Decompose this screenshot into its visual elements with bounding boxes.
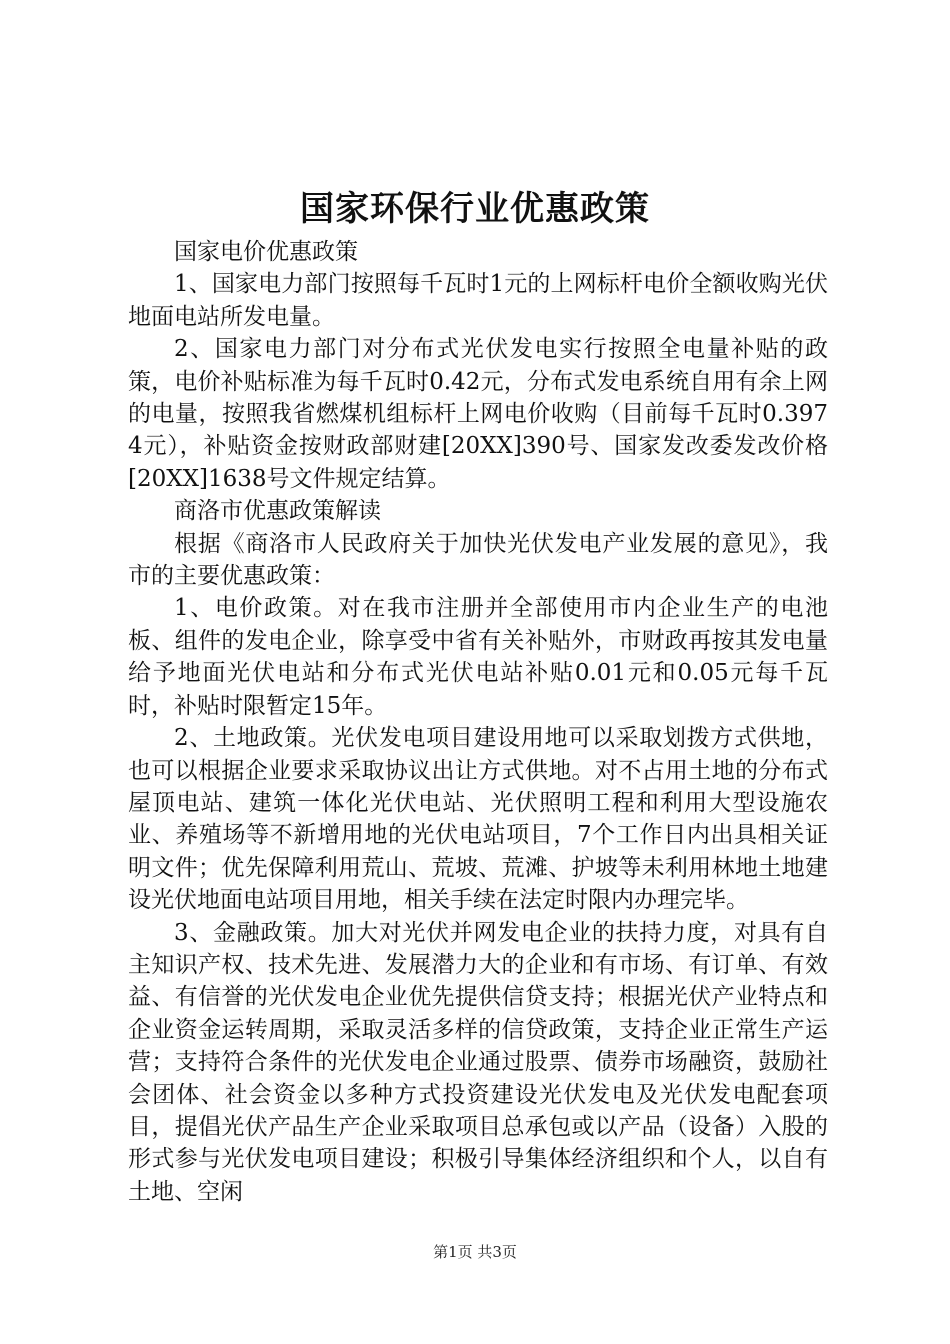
paragraph-national-1: 1、国家电力部门按照每千瓦时1元的上网标杆电价全额收购光伏地面电站所发电量。 <box>128 271 828 330</box>
section-heading-shangluo: 商洛市优惠政策解读 <box>174 498 381 525</box>
section-heading-national: 国家电价优惠政策 <box>174 239 358 265</box>
paragraph-finance-policy: 3、金融政策。加大对光伏并网发电企业的扶持力度，对具有自主知识产权、技术先进、发展潜力大的企业和有市场、有订单、有效益、有信誉的光伏发电企业优先提供信贷支持；根据光伏产业特点和企业资金运转周期，采取灵活多样的信贷政策，支持企业正常生产运营；支持符合条件的光伏发电企业通过股票、债券市场融资，鼓励社会团体、社会资金以多种方式投资建设光伏发电及光伏发电配套项目，提倡光伏产品生产企业采取项目总承包或以产品（设备）入股的形式参与光伏发电项目建设；积极引导集体经济组织和个人，以自有土地、空闲 <box>128 919 828 1205</box>
page-number-footer: 第1页 共3页 <box>433 1243 517 1261</box>
page-title: 国家环保行业优惠政策 <box>300 189 650 229</box>
document-body <box>128 236 828 1208</box>
paragraph-shangluo-intro: 根据《商洛市人民政府关于加快光伏发电产业发展的意见》，我市的主要优惠政策： <box>128 530 828 590</box>
paragraph-price-policy: 1、电价政策。对在我市注册并全部使用市内企业生产的电池板、组件的发电企业，除享受中省有关补贴外，市财政再按其发电量给予地面光伏电站和分布式光伏电站补贴0.01元和0.05元每千瓦时，补贴时限暂定15年。 <box>128 595 828 719</box>
paragraph-national-2: 2、国家电力部门对分布式光伏发电实行按照全电量补贴的政策，电价补贴标准为每千瓦时0.42元，分布式发电系统自用有余上网的电量，按照我省燃煤机组标杆上网电价收购（目前每千瓦时0.3974元），补贴资金按财政部财建[20XX]390号、国家发改委发改价格[20XX]1638号文件规定结算。 <box>128 336 828 492</box>
paragraph-land-policy: 2、土地政策。光伏发电项目建设用地可以采取划拨方式供地，也可以根据企业要求采取协议出让方式供地。对不占用土地的分布式屋顶电站、建筑一体化光伏电站、光伏照明工程和利用大型设施农业、养殖场等不新增用地的光伏电站项目，7个工作日内出具相关证明文件；优先保障利用荒山、荒坡、荒滩、护坡等未利用林地土地建设光伏地面电站项目用地，相关手续在法定时限内办理完毕。 <box>128 725 828 914</box>
